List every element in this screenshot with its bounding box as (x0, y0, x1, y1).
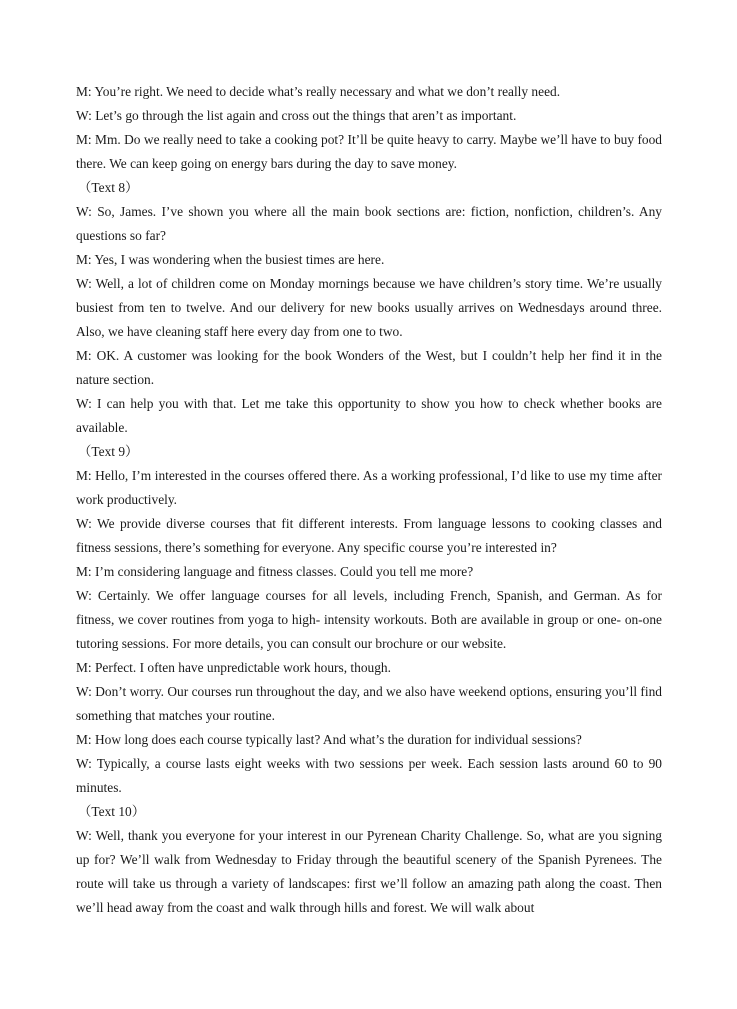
section-heading-text-9: （Text 9） (78, 444, 139, 459)
dialogue-line: W: I can help you with that. Let me take this opportunity to show you how to check whether books are available. (76, 396, 662, 435)
dialogue-line: W: Don’t worry. Our courses run throughout the day, and we also have weekend options, ensuring you’ll find something that matches your routine. (76, 684, 662, 723)
dialogue-line: W: Let’s go through the list again and cross out the things that aren’t as important. (76, 108, 517, 123)
section-heading-text-8: （Text 8） (78, 180, 139, 195)
dialogue-line: M: OK. A customer was looking for the book Wonders of the West, but I couldn’t help her find it in the nature section. (76, 348, 662, 387)
dialogue-line: M: Hello, I’m interested in the courses offered there. As a working professional, I’d like to use my time after work productively. (76, 468, 662, 507)
dialogue-line: M: I’m considering language and fitness classes. Could you tell me more? (76, 564, 474, 579)
dialogue-line: W: Well, thank you everyone for your interest in our Pyrenean Charity Challenge. So, what are you signing up for? We’ll walk from Wednesday to Friday through the beautiful scenery of the Spanish Pyrenees. The route will take us through a variety of landscapes: first we’ll follow an amazing path along the coast. Then we’ll head away from the coast and walk through hills and forest. We will walk about (76, 828, 662, 915)
dialogue-line: M: You’re right. We need to decide what’s really necessary and what we don’t really need. (76, 84, 561, 99)
dialogue-line: W: Well, a lot of children come on Monday mornings because we have children’s story time. We’re usually busiest from ten to twelve. And our delivery for new books usually arrives on Wednesdays around three. Also, we have cleaning staff here every day from one to two. (76, 276, 662, 339)
dialogue-line: W: Typically, a course lasts eight weeks with two sessions per week. Each session lasts around 60 to 90 minutes. (76, 756, 662, 795)
dialogue-line: W: Certainly. We offer language courses for all levels, including French, Spanish, and German. As for fitness, we cover routines from yoga to high- intensity workouts. Both are available in group or one- on-one tutoring sessions. For more details, you can consult our brochure or our website. (76, 588, 662, 651)
dialogue-line: M: Yes, I was wondering when the busiest times are here. (76, 252, 385, 267)
section-heading-text-10: （Text 10） (78, 804, 146, 819)
dialogue-line: W: So, James. I’ve shown you where all the main book sections are: fiction, nonfiction, children’s. Any questions so far? (76, 204, 662, 243)
dialogue-line: M: Perfect. I often have unpredictable work hours, though. (76, 660, 391, 675)
dialogue-line: M: How long does each course typically last? And what’s the duration for individual sessions? (76, 732, 582, 747)
document-page (76, 80, 662, 920)
dialogue-line: M: Mm. Do we really need to take a cooking pot? It’ll be quite heavy to carry. Maybe we’ll have to buy food there. We can keep going on energy bars during the day to save money. (76, 132, 662, 171)
dialogue-line: W: We provide diverse courses that fit different interests. From language lessons to cooking classes and fitness sessions, there’s something for everyone. Any specific course you’re interested in? (76, 516, 662, 555)
